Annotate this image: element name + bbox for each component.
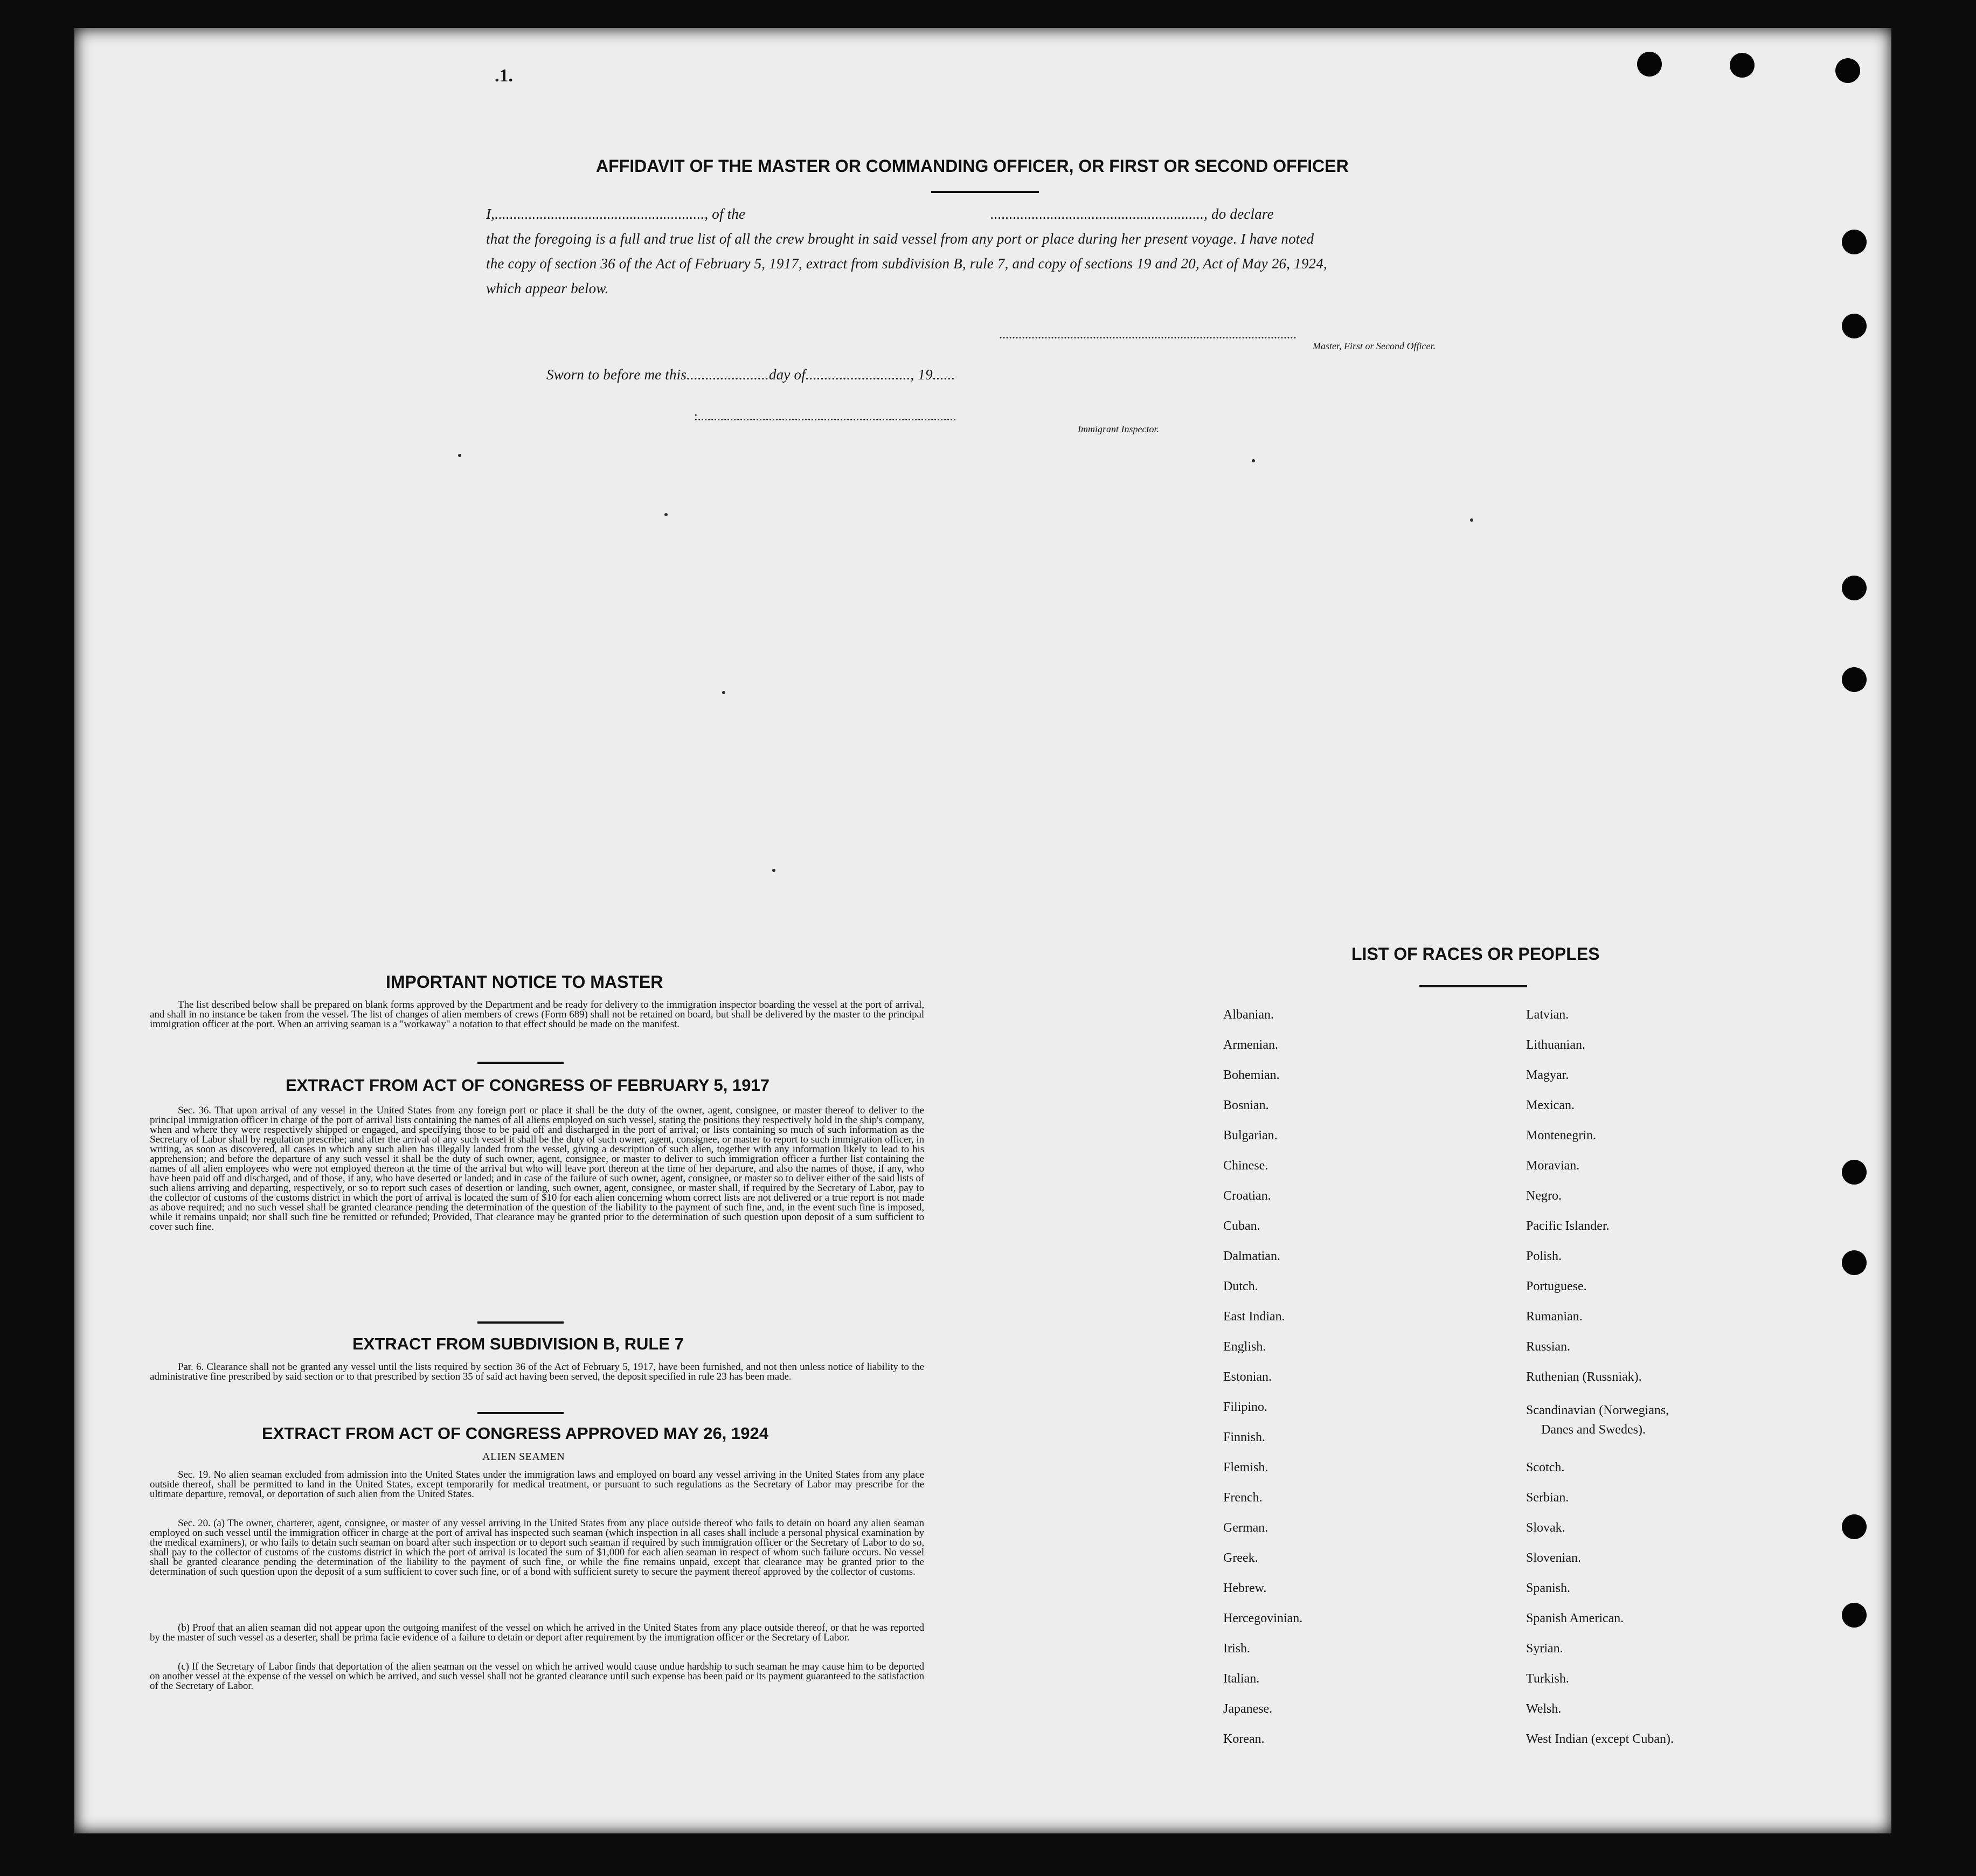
race-item: Russian. (1526, 1340, 1571, 1354)
race-item: Dutch. (1223, 1279, 1258, 1293)
punch-hole (1842, 576, 1867, 600)
scan-speck (458, 454, 461, 457)
punch-hole (1842, 1160, 1867, 1185)
race-item: Italian. (1223, 1672, 1260, 1686)
affidavit-line-1a: I,........................................................, of the (486, 206, 746, 222)
scan-speck (772, 869, 775, 872)
form-page (74, 28, 1891, 1833)
races-title: LIST OF RACES OR PEOPLES (1351, 944, 1600, 964)
affidavit-line-2: that the foregoing is a full and true list of all the crew brought in said vessel from any port or place during her present voyage. I have noted (486, 231, 1314, 247)
race-item: Finnish. (1223, 1430, 1266, 1444)
race-item: Syrian. (1526, 1642, 1563, 1656)
affidavit-line-4: which appear below. (486, 280, 609, 296)
race-item-continuation: Danes and Swedes). (1541, 1423, 1646, 1437)
extract-rule7-title: EXTRACT FROM SUBDIVISION B, RULE 7 (352, 1334, 684, 1353)
inspector-caption: Immigrant Inspector. (1078, 424, 1159, 434)
race-item: Korean. (1223, 1732, 1265, 1746)
race-item: Latvian. (1526, 1008, 1569, 1022)
race-item: English. (1223, 1340, 1266, 1354)
race-item: Scotch. (1526, 1460, 1565, 1475)
extract-1924-subtitle: ALIEN SEAMEN (482, 1451, 565, 1463)
race-item: Bosnian. (1223, 1098, 1269, 1112)
punch-hole (1842, 1250, 1867, 1275)
race-item: Chinese. (1223, 1159, 1268, 1173)
race-item: Spanish American. (1526, 1611, 1624, 1625)
page-mark: .1. (495, 66, 513, 86)
race-item: Hercegovinian. (1223, 1611, 1303, 1625)
race-item: Rumanian. (1526, 1310, 1583, 1324)
race-item: Bulgarian. (1223, 1129, 1278, 1143)
affidavit-line-1b: ........................................................., do declare (990, 206, 1274, 222)
race-item: East Indian. (1223, 1310, 1285, 1324)
race-item: Montenegrin. (1526, 1129, 1596, 1143)
race-item: Mexican. (1526, 1098, 1575, 1112)
inspector-line: :................................................................................ (694, 410, 956, 424)
race-item: Serbian. (1526, 1491, 1569, 1505)
race-item: Scandinavian (Norwegians, (1526, 1403, 1669, 1417)
signature-caption: Master, First or Second Officer. (1313, 341, 1436, 351)
race-item: Flemish. (1223, 1460, 1268, 1475)
race-item: Moravian. (1526, 1159, 1580, 1173)
race-item: Japanese. (1223, 1702, 1273, 1716)
scan-speck (722, 691, 725, 694)
race-item: Magyar. (1526, 1068, 1569, 1082)
punch-hole (1842, 230, 1867, 254)
section-rule (477, 1062, 564, 1064)
section-rule (477, 1321, 564, 1324)
race-item: Armenian. (1223, 1038, 1278, 1052)
race-item: Irish. (1223, 1642, 1250, 1656)
race-item: French. (1223, 1491, 1263, 1505)
punch-hole (1637, 52, 1662, 77)
race-item: Cuban. (1223, 1219, 1260, 1233)
race-item: Estonian. (1223, 1370, 1272, 1384)
race-item: Negro. (1526, 1189, 1562, 1203)
section-rule (477, 1412, 564, 1414)
race-item: Polish. (1526, 1249, 1562, 1263)
race-item: Albanian. (1223, 1008, 1274, 1022)
punch-hole (1842, 1514, 1867, 1539)
affidavit-title: AFFIDAVIT OF THE MASTER OR COMMANDING OFFICER, OR FIRST OR SECOND OFFICER (596, 156, 1349, 176)
punch-hole (1842, 667, 1867, 692)
affidavit-line-3: the copy of section 36 of the Act of February 5, 1917, extract from subdivision B, rule 7, and copy of sections 19 and 20, Act of May 26, 1924, (486, 255, 1327, 272)
extract-1917-title: EXTRACT FROM ACT OF CONGRESS OF FEBRUARY 5, 1917 (286, 1076, 769, 1095)
race-item: Pacific Islander. (1526, 1219, 1610, 1233)
race-item: German. (1223, 1521, 1268, 1535)
extract-1924-sec19: Sec. 19. No alien seaman excluded from admission into the United States under the immigration laws and employed on board any vessel arriving in the United States from any place outside thereof, shall be permitted to land in the United States, except temporarily for medical treatment, or pursuant to such regulations as the Secretary of Labor may prescribe for the ultimate departure, removal, or deportation of such alien from the United States. (150, 1469, 924, 1500)
race-item: Hebrew. (1223, 1581, 1267, 1595)
notice-title: IMPORTANT NOTICE TO MASTER (386, 972, 663, 992)
race-item: Turkish. (1526, 1672, 1569, 1686)
notice-text: The list described below shall be prepared on blank forms approved by the Department and be ready for delivery to the immigration inspector boarding the vessel at the port of arrival, and shall in no instance be taken from the vessel. The list of changes of alien members of crews (Form 689) shall not be retained on board, but shall be delivered by the master to the principal immigration officer at the port. When an arriving seaman is a "workaway" a notation to that effect should be made on the manifest. (150, 999, 924, 1030)
race-item: Croatian. (1223, 1189, 1271, 1203)
race-item: Slovenian. (1526, 1551, 1581, 1565)
punch-hole (1730, 53, 1755, 78)
race-item: Spanish. (1526, 1581, 1571, 1595)
race-item: Dalmatian. (1223, 1249, 1280, 1263)
sworn-line: Sworn to before me this......................day of............................, 19...... (546, 366, 955, 383)
signature-line: ............................................................................................ (999, 328, 1296, 342)
race-item: Ruthenian (Russniak). (1526, 1370, 1642, 1384)
race-item: West Indian (except Cuban). (1526, 1732, 1674, 1746)
punch-hole (1835, 58, 1860, 83)
scan-speck (1470, 518, 1473, 522)
extract-1924-title: EXTRACT FROM ACT OF CONGRESS APPROVED MAY 26, 1924 (262, 1424, 768, 1443)
extract-1924-sec20a: Sec. 20. (a) The owner, charterer, agent, consignee, or master of any vessel arriving in the United States from any place outside thereof who fails to detain on board any alien seaman employed on such vessel until the immigration officer in charge at the port of arrival has inspected such seaman (which inspection in all cases shall include a personal physical examination by the medical examiners), or who fails to detain such seaman on board after such inspection or to deport such seaman if required by such immigration officer or the Secretary of Labor to do so, shall pay to the collector of customs of the customs district in which the port of arrival is located the sum of $1,000 for each alien seaman in respect of whom such failure occurs. No vessel shall be granted clearance pending the determination of the liability to the payment of such fine, or while the fine remains unpaid, except that clearance may be granted prior to the determination of such question upon the deposit of a sum sufficient to cover such fine, or of a bond with sufficient surety to secure the payment thereof approved by the collector of customs. (150, 1518, 924, 1577)
extract-1924-sec20c: (c) If the Secretary of Labor finds that deportation of the alien seaman on the vessel on which he arrived would cause undue hardship to such seaman he may cause him to be deported on another vessel at the expense of the vessel on which he arrived, and such vessel shall not be granted clearance until such expense has been paid or its payment guaranteed to the satisfaction of the Secretary of Labor. (150, 1661, 924, 1692)
scan-speck (664, 513, 668, 516)
race-item: Slovak. (1526, 1521, 1565, 1535)
races-rule (1419, 985, 1527, 987)
race-item: Portuguese. (1526, 1279, 1587, 1293)
punch-hole (1842, 314, 1867, 338)
extract-1917-text: Sec. 36. That upon arrival of any vessel in the United States from any foreign port or place it shall be the duty of the owner, agent, consignee, or master thereof to deliver to the principal immigration officer in charge of the port of arrival lists containing the names of all aliens employed on such vessel, stating the positions they respectively hold in the ship's company, when and where they were respectively shipped or engaged, and specifying those to be paid off and discharged in the port of arrival; or lists containing so much of such information as the Secretary of Labor shall by regulation prescribe; and after the arrival of any such vessel it shall be the duty of such owner, agent, consignee, or master to report to such immigration officer, in writing, as soon as discovered, all cases in which any such alien has illegally landed from the vessel, giving a description of such alien, together with any information likely to lead to his apprehension; and before the departure of any such vessel it shall be the duty of such owner, agent, consignee, or master to deliver to such immigration officer a further list containing the names of all alien employees who were not employed thereon at the time of the arrival but who will leave port thereon at the time of her departure, and also the names of those, if any, who have been paid off and discharged, and of those, if any, who have deserted or landed; and in case of the failure of such owner, agent, consignee, or master so to deliver either of the said lists of such aliens arriving and departing, respectively, or so to report such cases of desertion or landing, such owner, agent, consignee, or master shall, if required by the Secretary of Labor, pay to the collector of customs of the customs district in which the port of arrival is located the sum of $10 for each alien concerning whom correct lists are not delivered or a true report is not made as above required; and no such vessel shall be granted clearance pending the determination of the question of the liability to the payment of such fine, and, in the event such fine is imposed, while it remains unpaid; nor shall such fine be remitted or refunded; Provided, That clearance may be granted prior to the determination of such question upon deposit of a sum sufficient to cover such fine. (150, 1105, 924, 1233)
scan-speck (1252, 459, 1255, 462)
title-rule (931, 191, 1039, 193)
extract-1924-sec20b: (b) Proof that an alien seaman did not appear upon the outgoing manifest of the vessel on which he arrived in the United States from any place outside thereof, or that he was reported by the master of such vessel as a deserter, shall be prima facie evidence of a failure to detain or deport after requirement by the immigration officer or the Secretary of Labor. (150, 1622, 924, 1643)
punch-hole (1842, 1603, 1867, 1628)
extract-rule7-text: Par. 6. Clearance shall not be granted any vessel until the lists required by section 36 of the Act of February 5, 1917, have been furnished, and not then unless notice of liability to the administrative fine prescribed by said section or to that prescribed by section 35 of said act having been served, the deposit specified in rule 23 has been made. (150, 1361, 924, 1382)
race-item: Greek. (1223, 1551, 1258, 1565)
race-item: Welsh. (1526, 1702, 1562, 1716)
race-item: Filipino. (1223, 1400, 1268, 1414)
race-item: Bohemian. (1223, 1068, 1280, 1082)
race-item: Lithuanian. (1526, 1038, 1585, 1052)
